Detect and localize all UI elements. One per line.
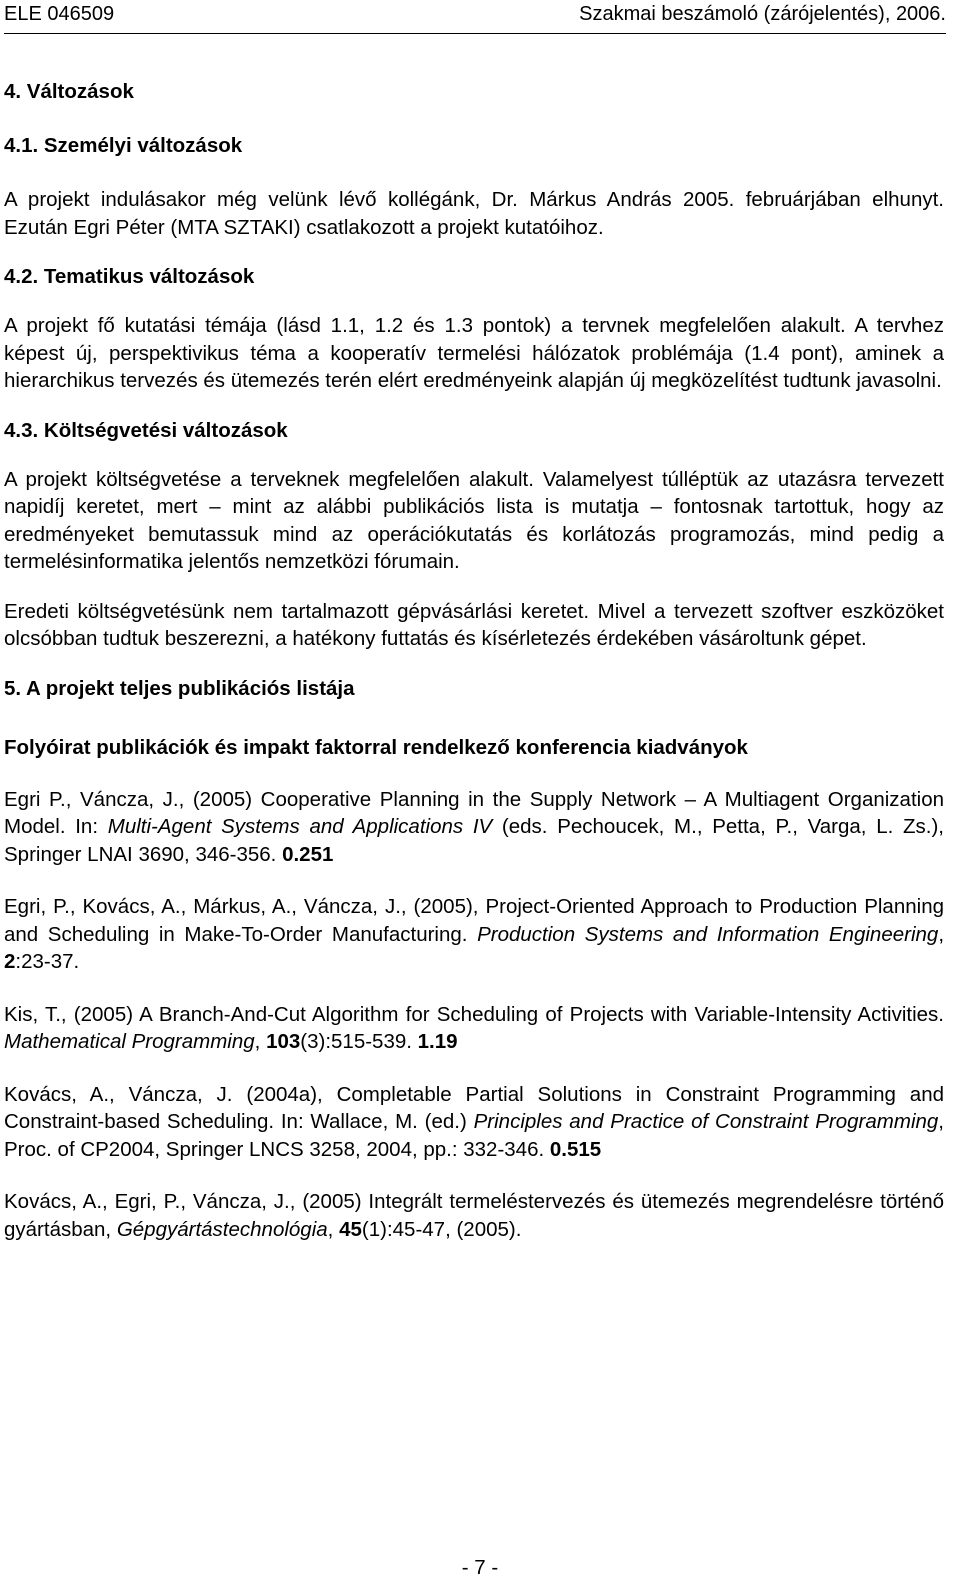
ref-2-text: Egri, P., Kovács, A., Márkus, A., Váncza, J., (2005), Project-Oriented Approach to Production Planning and Scheduling in Make-To-Order Manufacturing. (4, 895, 944, 946)
document-body (4, 78, 944, 1243)
section-4-2-title: 4.2. Tematikus változások (4, 265, 255, 288)
ref-1-venue: Multi-Agent Systems and Applications IV (107, 815, 493, 838)
page-number: - 7 - (461, 1556, 499, 1579)
reference-item (4, 1188, 944, 1243)
section-5-subtitle: Folyóirat publikációk és impakt faktorral rendelkező konferencia kiadványok (4, 735, 748, 759)
section-4-3-title: 4.3. Költségvetési változások (4, 418, 288, 442)
header-report-title: Szakmai beszámoló (zárójelentés), 2006. (579, 3, 946, 25)
reference-item (4, 893, 944, 976)
ref-3-venue: Mathematical Programming (4, 1030, 255, 1053)
ref-3-volume: 103 (266, 1030, 301, 1053)
ref-4-details: , Proc. of CP2004, Springer LNCS 3258, 2004, pp.: 332-346. (4, 1110, 944, 1161)
section-4-3-paragraph-2: Eredeti költségvetésünk nem tartalmazott gépvásárlási keretet. Mivel a tervezett szoftver eszközöket olcsóbban tudtuk beszerezni, a hatékony futtatás és kísérletezés érdekében vásároltunk gépet. (4, 599, 944, 650)
ref-5-sep: , (327, 1217, 340, 1241)
section-5-title: 5. A projekt teljes publikációs listája (4, 676, 355, 700)
ref-2-volume: 2 (4, 950, 16, 973)
ref-3-impact: 1.19 (417, 1030, 458, 1053)
reference-item (4, 1001, 944, 1056)
ref-2-venue: Production Systems and Information Engineering (477, 922, 939, 946)
ref-5-venue: Gépgyártástechnológia (116, 1217, 328, 1241)
ref-4-venue: Principles and Practice of Constraint Programming (473, 1110, 939, 1133)
ref-3-text: Kis, T., (2005) A Branch-And-Cut Algorithm for Scheduling of Projects with Variable-Intensity Activities. (4, 1002, 944, 1026)
ref-5-text: Kovács, A., Egri, P., Váncza, J., (2005) Integrált termeléstervezés és ütemezés megrendelésre történő gyártásban, (4, 1190, 944, 1241)
section-4-1-paragraph: A projekt indulásakor még velünk lévő kollégánk, Dr. Márkus András 2005. februárjában elhunyt. Ezután Egri Péter (MTA SZTAKI) csatlakozott a projekt kutatóihoz. (4, 188, 944, 239)
header-project-id: ELE 046509 (4, 3, 115, 25)
section-4-2-paragraph: A projekt fő kutatási témája (lásd 1.1, 1.2 és 1.3 pontok) a tervnek megfelelően alakult. A tervhez képest új, perspektivikus téma a kooperatív termelési hálózatok problémája (1.4 pont), aminek a hierarchikus tervezés és ütemezés terén elért eredményeink alapján új megközelítést tudtunk javasolni. (4, 314, 944, 392)
header-rule (4, 33, 946, 34)
ref-3-sep: , (254, 1030, 267, 1053)
ref-4-text: Kovács, A., Váncza, J. (2004a), Completable Partial Solutions in Constraint Programming and Constraint-based Scheduling. In: Wallace, M. (ed.) (4, 1082, 944, 1133)
ref-2-sep: , (938, 922, 945, 946)
ref-1-impact: 0.251 (282, 842, 334, 866)
reference-item (4, 1081, 944, 1164)
ref-5-volume: 45 (339, 1217, 362, 1241)
ref-5-pages: (1):45-47, (2005). (361, 1217, 522, 1241)
ref-4-impact: 0.515 (549, 1137, 602, 1161)
ref-3-pages: (3):515-539. (300, 1030, 418, 1053)
section-4-3-paragraph-1: A projekt költségvetése a terveknek megfelelően alakult. Valamelyest túlléptük az utazásra tervezett napidíj keretet, mert – mint az alábbi publikációs lista is mutatja – fontosnak tartottuk, hogy az eredményeket bemutassuk mind az operációkutatás és korlátozás programozás, mind pedig a termelésinformatika jelentős nemzetközi fórumain. (4, 467, 944, 573)
ref-1-text: Egri P., Váncza, J., (2005) Cooperative Planning in the Supply Network – A Multiagent Organization Model. In: (4, 787, 944, 838)
reference-item (4, 786, 944, 869)
ref-2-pages: :23-37. (15, 950, 80, 973)
section-4-1-title: 4.1. Személyi változások (4, 134, 243, 157)
ref-1-details: (eds. Pechoucek, M., Petta, P., Varga, L. Zs.), Springer LNAI 3690, 346-356. (4, 815, 944, 866)
section-4-title: 4. Változások (4, 80, 134, 103)
